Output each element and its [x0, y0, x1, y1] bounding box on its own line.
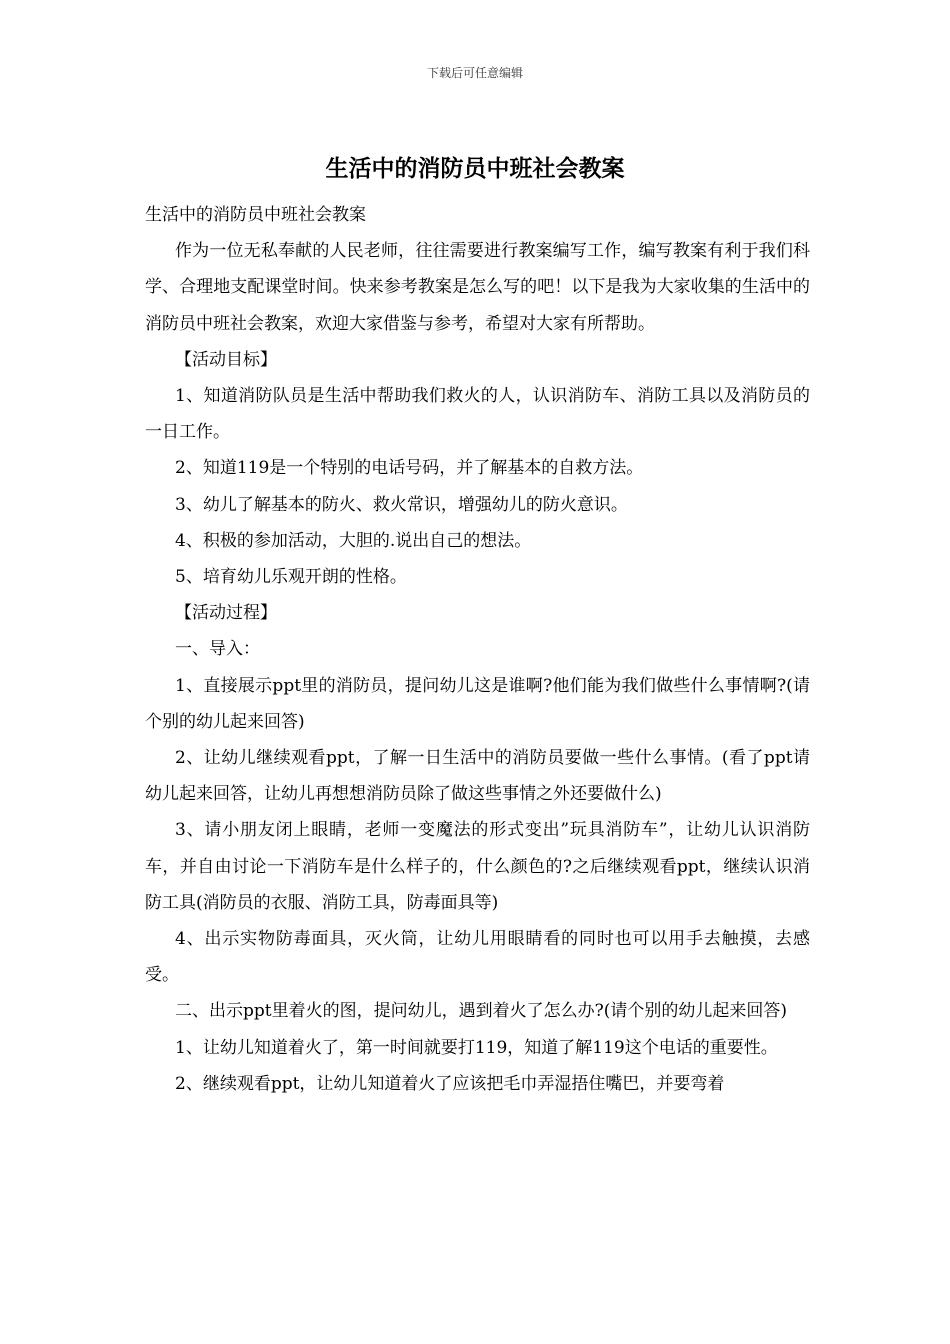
- body-paragraph: 2、继续观看ppt，让幼儿知道着火了应该把毛巾弄湿捂住嘴巴，并要弯着: [175, 1073, 725, 1094]
- body-paragraph: 1、知道消防队员是生活中帮助我们救火的人，认识消防车、消防工具以及消防员的一日工作。: [145, 386, 810, 443]
- body-paragraph: 3、请小朋友闭上眼睛，老师一变魔法的形式变出”玩具消防车”，让幼儿认识消防车，并自由讨论一下消防车是什么样子的，什么颜色的?之后继续观看ppt，继续认识消防工具(消防员的衣服、消防工具，防毒面具等): [145, 820, 810, 913]
- body-paragraph: 二、出示ppt里着火的图，提问幼儿，遇到着火了怎么办?(请个别的幼儿起来回答): [175, 1001, 787, 1022]
- body-paragraph: 3、幼儿了解基本的防火、救火常识，增强幼儿的防火意识。: [175, 494, 628, 515]
- subtitle-paragraph: 生活中的消防员中班社会教案: [145, 205, 366, 225]
- page-title: 生活中的消防员中班社会教案: [325, 156, 625, 182]
- document-body: [145, 197, 810, 1102]
- body-paragraph: 2、让幼儿继续观看ppt，了解一日生活中的消防员要做一些什么事情。(看了ppt请幼儿起来回答，让幼儿再想想消防员除了做这些事情之外还要做什么): [145, 748, 810, 805]
- section-heading-goals: 【活动目标】: [175, 349, 277, 370]
- body-paragraph: 一、导入：: [175, 639, 260, 660]
- body-paragraph: 作为一位无私奉献的人民老师，往往需要进行教案编写工作，编写教案有利于我们科学、合理地支配课堂时间。快来参考教案是怎么写的吧！以下是我为大家收集的生活中的消防员中班社会教案，欢迎大家借鉴与参考，希望对大家有所帮助。: [145, 241, 810, 334]
- body-paragraph: 5、培育幼儿乐观开朗的性格。: [175, 567, 407, 588]
- header-note: 下载后可任意编辑: [426, 66, 523, 80]
- body-paragraph: 2、知道119是一个特别的电话号码，并了解基本的自救方法。: [175, 458, 644, 479]
- body-paragraph: 4、积极的参加活动，大胆的.说出自己的想法。: [175, 530, 532, 551]
- body-paragraph: 4、出示实物防毒面具，灭火筒，让幼儿用眼睛看的同时也可以用手去触摸，去感受。: [145, 929, 810, 986]
- body-paragraph: 1、让幼儿知道着火了，第一时间就要打119，知道了解119这个电话的重要性。: [175, 1037, 778, 1058]
- section-heading-process: 【活动过程】: [175, 603, 277, 624]
- body-paragraph: 1、直接展示ppt里的消防员，提问幼儿这是谁啊?他们能为我们做些什么事情啊?(请个别的幼儿起来回答): [145, 675, 810, 732]
